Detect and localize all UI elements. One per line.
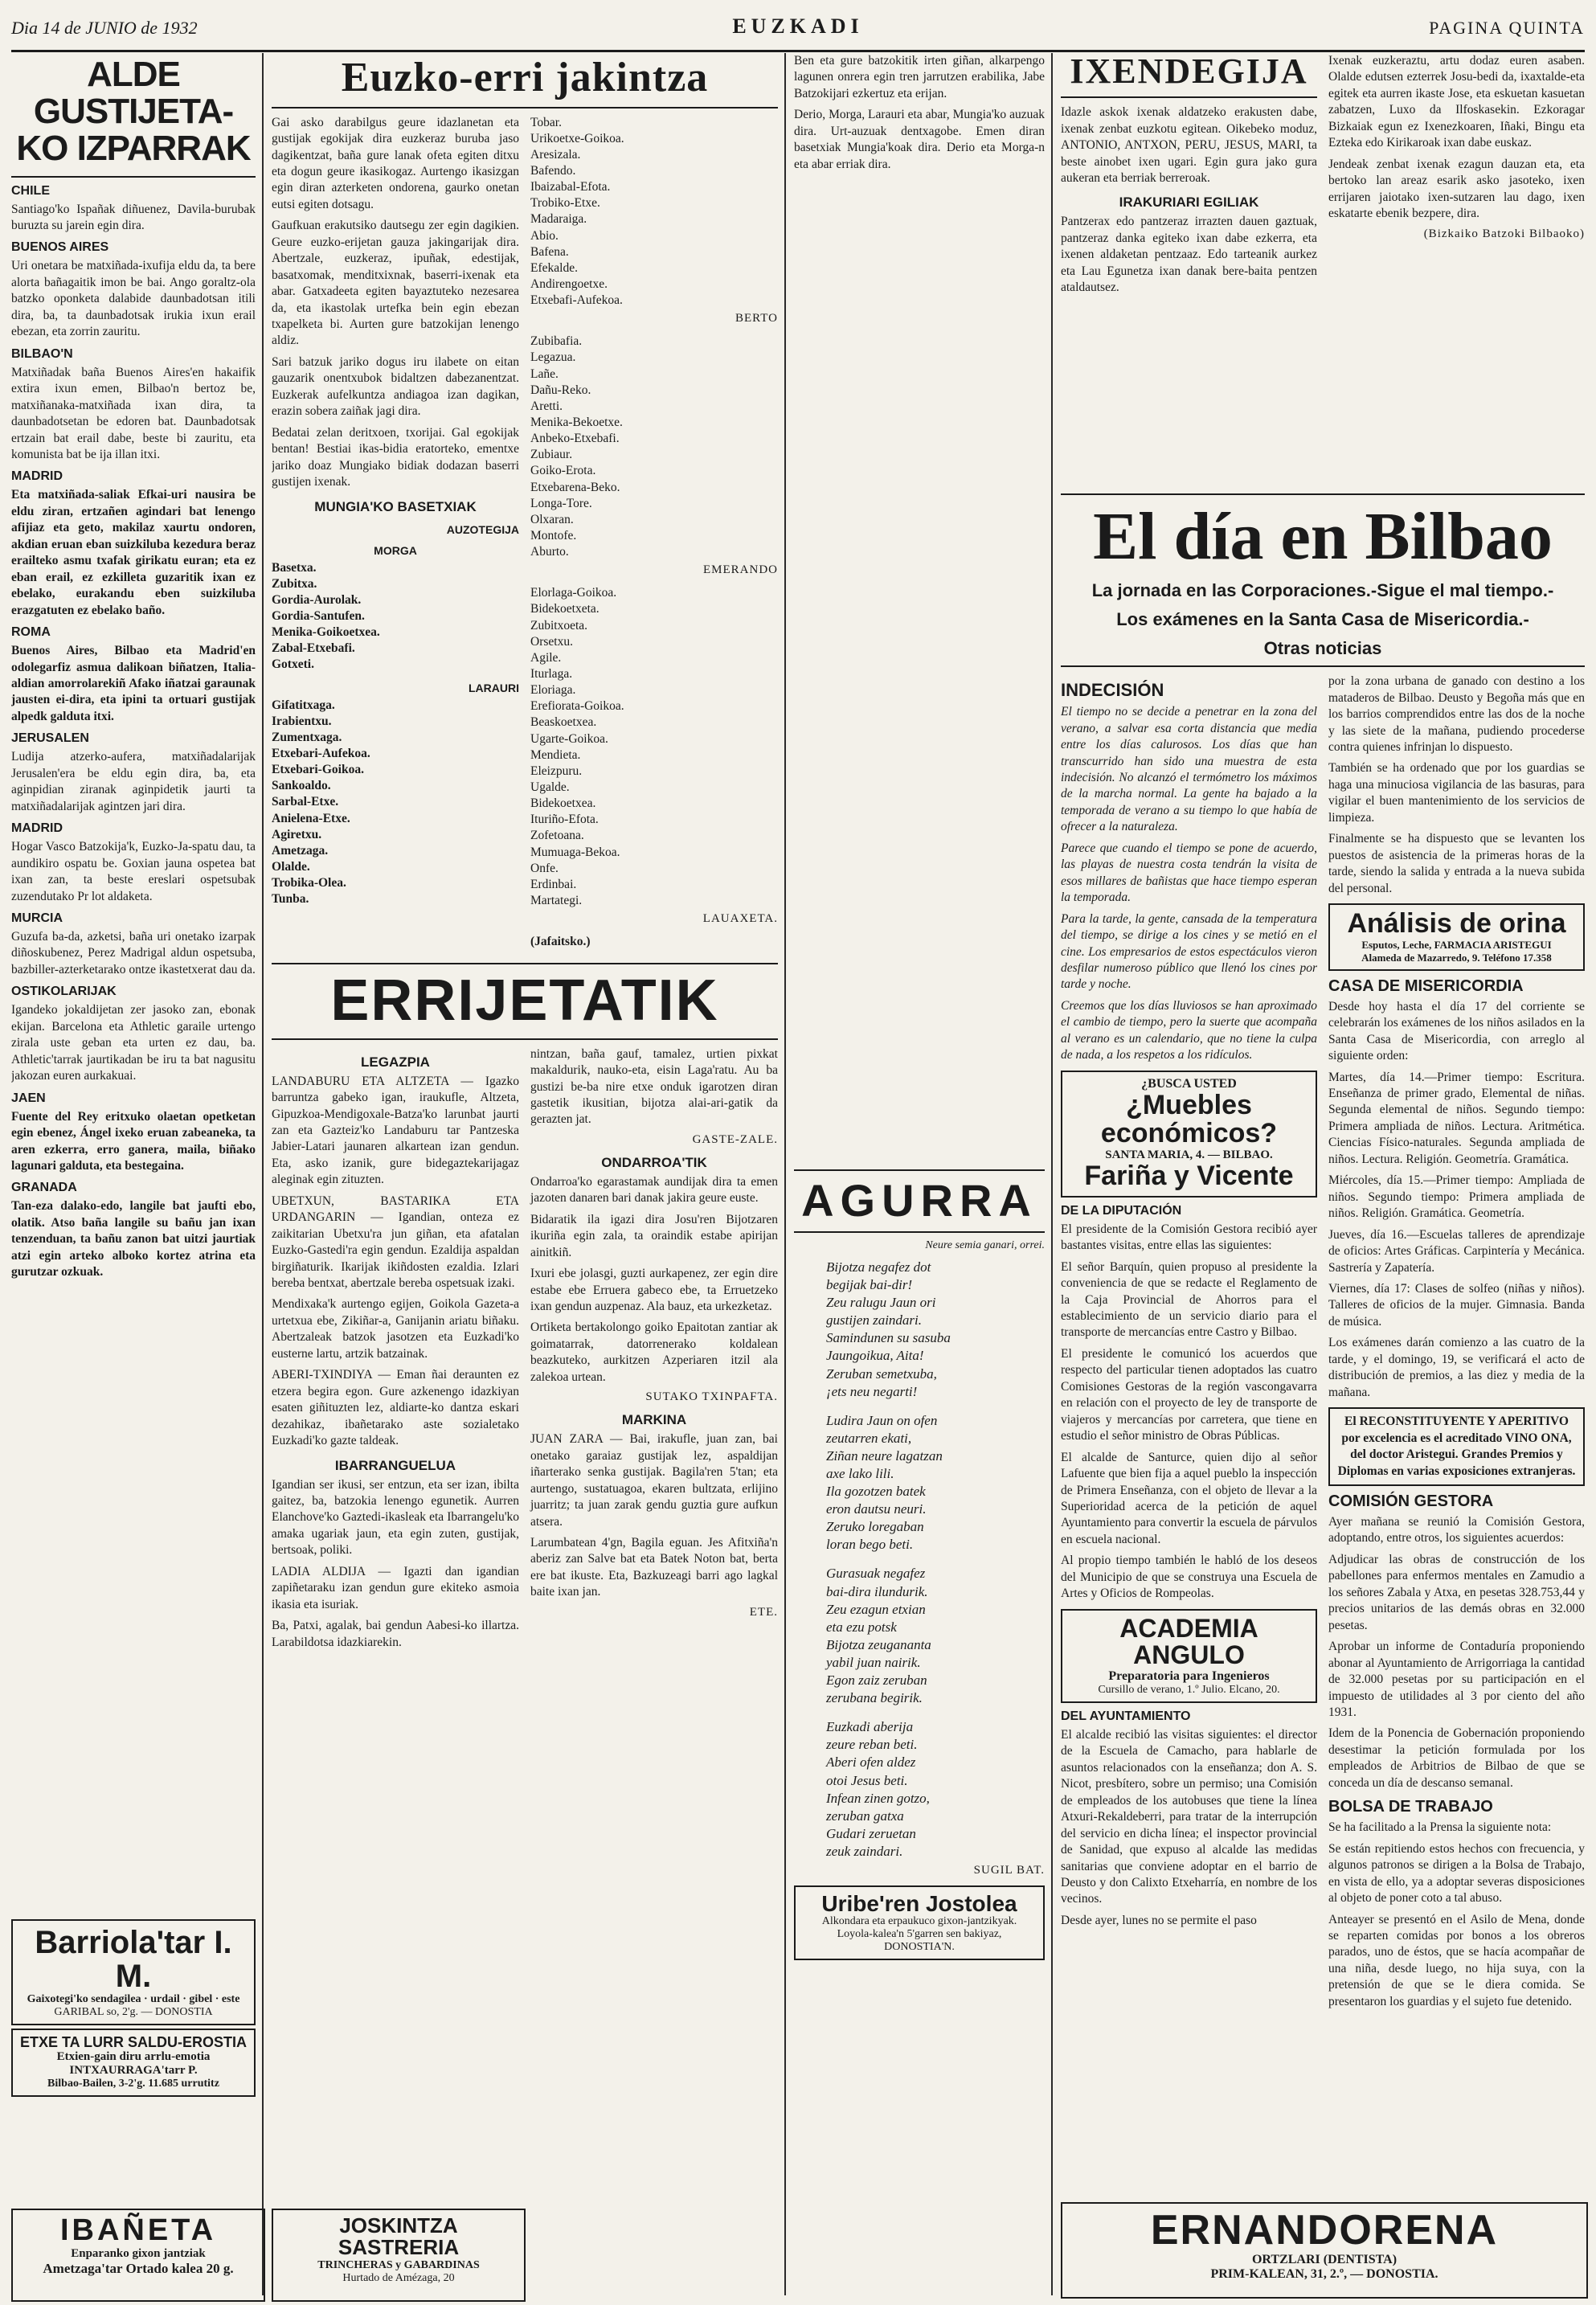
article-paragraph: Idem de la Ponencia de Gobernación proponiendo desestimar la petición formulada por los empleados de Arbitrios de Bilbao de que se conceda un día de descanso semanal. xyxy=(1328,1726,1585,1790)
ad-title: IBAÑETA xyxy=(59,2213,217,2247)
bilbao-headline: El día en Bilbao xyxy=(1093,499,1553,574)
section-head: CASA DE MISERICORDIA xyxy=(1328,976,1524,995)
section-text: Uri onetara be matxiñada-ixufija eldu da, ta bere alorta bañagaitik imon be bai. Ango goraltz-ola batzko oponketa dalabide daunbadotsan itili dira, ba, ta daunbadotsak irukia ixun erail ebezan, eta zorrin zauritu. xyxy=(11,259,256,339)
ad-line: Hurtado de Amézaga, 20 xyxy=(342,2271,455,2284)
section-text: Buenos Aires, Bilbao eta Madrid'en odolegarfiz asmua dalikoan biñatzen, Italia-aldian amorrolarekiñ Afako iñatzai garaunak jausten ei-dira, eta ipini ta ortuari gustijak alpedk galduta itxi. xyxy=(11,644,256,723)
article-paragraph: Desde ayer, lunes no se permite el paso xyxy=(1061,1913,1257,1927)
section-text: Tan-eza dalako-edo, langile bat jaufti ebo, olatik. Atso baña langile su bañu jan ixan tenzenduan, ta bañu zanon bat uitzi jaurtiak atzi egin arteko alboko kortez atrina eta gurutzar ozkuak. xyxy=(11,1199,256,1279)
article-paragraph: Pantzerax edo pantzeraz irrazten dauen gaztuak, pantzeraz danka egiteko ixan dabe ezkerra, eta ixenen aldaketan pentzaaz. Edo tarteanik aurkez eta Lau Egunetza ixan danak bere-baita pentzen ataldautsez. xyxy=(1061,215,1317,295)
names-list xyxy=(530,334,778,560)
article-paragraph: JUAN ZARA — Bai, irakufle, juan zan, bai onetako garaiaz gustijak lez, aspaldijan iñarterako senka gustijak. Bagila'ren 5'tan; eta aurtengo, sustatuagoa, ekaren bultzata, erlijino juarritz; ta juan zarak gendu guztia gure aufkun atsera. xyxy=(530,1432,778,1529)
poem-line: loran bego beti. xyxy=(826,1537,914,1553)
ad-line: Preparatoria para Ingenieros xyxy=(1108,1668,1270,1683)
ad-line: TRINCHERAS y GABARDINAS xyxy=(317,2258,480,2271)
ibareta-ad xyxy=(11,2209,265,2302)
list-item: Ugarte-Goikoa. xyxy=(530,731,608,746)
divider xyxy=(1061,665,1585,667)
names-list xyxy=(272,560,519,673)
errijetatik-headline: ERRIJETATIK xyxy=(330,968,719,1033)
poem-line: Bijotza zeugananta xyxy=(826,1636,931,1652)
ad-title: Barriola'tar I. M. xyxy=(35,1925,232,1994)
section-head: BILBAO'N xyxy=(11,346,73,361)
ad-line: Bilbao-Bailen, 3-2'g. 11.685 urrutitz xyxy=(47,2077,219,2090)
names-list xyxy=(530,585,778,909)
section-text: Eta matxiñada-saliak Efkai-uri nausira be eldu ziran, ertzañen agindari bat lenengo afijiaz eta geto, makilaz xaurtu ondoren, akdian eruan eban suizkiluba kezedura beraz erailteko asmu txafak girikatu euran; eta ez eban erail, ez ezkilleta guzaritik ixan ez ebelako, eurakandu eben suizkiluba erazgatuten ez ebelako baño. xyxy=(11,488,256,617)
section-head: IRAKURIARI EGILIAK xyxy=(1119,194,1259,211)
list-item: Erdinbai. xyxy=(530,877,577,891)
article-paragraph: Gai asko darabilgus geure idazlanetan eta gustijak egokijak dira euzkeraz buruba jaso dagikentzat, baña gure lanak ofeta egiten ditxu eta dogun geure ikasikogaz. Aurtengo ikasizgan egin diran azterketen ondorena, gaurko onetan eutsi egiten dotsagu. xyxy=(272,115,519,211)
article-paragraph: Ixuri ebe jolasgi, guzti aurkapenez, zer egin dire estabe ebe Erruera gabeco ebe, ta Erruetzeko ixan gendun auzpenaz. Ala bauz, eta urkezketaz. xyxy=(530,1267,778,1314)
ad-line: ORTZLARI (DENTISTA) xyxy=(1251,2252,1398,2266)
list-item: Sarbal-Etxe. xyxy=(272,795,339,809)
poem-line: begijak bai-dir! xyxy=(826,1277,913,1293)
list-item: Gifatitxaga. xyxy=(272,698,335,712)
article-paragraph: Martes, día 14.—Primer tiempo: Escritura. Enseñanza de primer grado, Elemental de niñas. Segunda elemental de niños. Segundo tiempo: Primera ampliada de niños. Lectura. Aritmética. Ciencias Físico-naturales. Segunda ampliada de niños. Lectura. Religión. Geometría. Gramática. xyxy=(1328,1070,1585,1166)
section-head: CHILE xyxy=(11,183,50,198)
list-item: Agiretxu. xyxy=(272,827,322,841)
section-head: JAEN xyxy=(11,1091,46,1105)
list-item: Zumentxaga. xyxy=(272,730,342,744)
list-item: Goiko-Erota. xyxy=(530,464,596,478)
article-paragraph: Se ha facilitado a la Prensa la siguiente nota: xyxy=(1328,1820,1552,1835)
list-subheading: MORGA xyxy=(374,543,417,557)
etxe-ad xyxy=(11,2029,256,2097)
ad-line: Ametzaga'tar Ortado kalea 20 g. xyxy=(43,2260,234,2276)
ad-line: Etxien-gain diru arrlu-emotia xyxy=(56,2049,211,2063)
list-item: Legazua. xyxy=(530,350,576,365)
poem-line: zeuk zaindari. xyxy=(826,1843,903,1859)
poem-line: Ziñan neure lagatzan xyxy=(826,1447,943,1464)
section-head: INDECISIÓN xyxy=(1061,680,1164,701)
deck-line: Otras noticias xyxy=(1263,638,1382,659)
list-item: Agile. xyxy=(530,650,562,665)
list-item: Gordia-Santufen. xyxy=(272,608,365,623)
vino-ad: El RECONSTITUYENTE Y APERITIVO por excelencia es el acreditado VINO ONA, del doctor Aristegui. Grandes Premios y Diplomas en varias exposiciones extranjeras. xyxy=(1328,1407,1585,1486)
article-note: (Jafaitsko.) xyxy=(530,935,591,949)
poem-line: Ludira Jaun on ofen xyxy=(826,1412,938,1428)
list-item: Urikoetxe-Goikoa. xyxy=(530,131,624,145)
alde-column xyxy=(11,53,256,2295)
section-text: Igandeko jokaldijetan zer jasoko zan, ebonak ekijan. Barcelona eta Athletic garaile urtengo zirala uste geban eta urten ez dau, ba. Athletic'tarrak jaurtikadan be iru ta bat nagusitu jakozan euren aurkakuai. xyxy=(11,1003,256,1083)
list-item: Etxebarena-Beko. xyxy=(530,480,620,494)
signature: SUTAKO TXINPAFTA. xyxy=(645,1390,778,1404)
article-paragraph: ABERI-TXINDIYA — Eman ñai deraunten ez etzera begira egon. Gure azkenengo idazkiyan esaten giñituzten lez, aldiarte-ko dantza eskari dezahikaz, ibañetarako aste sozialetako Euzkadi'ko gazte taldeak. xyxy=(272,1368,519,1448)
list-item: Mendieta. xyxy=(530,747,581,762)
deck-line: Los exámenes en la Santa Casa de Misericordia.- xyxy=(1116,609,1529,630)
list-item: Anielena-Etxe. xyxy=(272,811,350,825)
article-paragraph: Los exámenes darán comienzo a las cuatro de la tarde, y el domingo, 19, se verificará el acto de distribución de premios, a las diez y media de la mañana. xyxy=(1328,1336,1585,1399)
list-item: Dañu-Reko. xyxy=(530,383,591,397)
ad-title: JOSKINTZA SASTRERIA xyxy=(338,2213,460,2260)
article-paragraph: Finalmente se ha dispuesto que se levanten los puestos de asistencia de la primeras horas de la tarde, siendo la salida y entrada a la nueva subida del personal. xyxy=(1328,832,1585,895)
ad-line: ¿BUSCA USTED xyxy=(1141,1076,1237,1091)
poem-line: zeure reban beti. xyxy=(826,1737,918,1753)
agurra-headline: AGURRA xyxy=(801,1175,1037,1226)
poem-line: Samindunen su sasuba xyxy=(826,1330,951,1346)
list-item: Basetxa. xyxy=(272,560,317,575)
article-paragraph: Idazle askok ixenak aldatzeko erakusten dabe, ixenak zenbat euzkotu egitean. Oikebeko moduz, ANTONIO, ANTXON, PERU, JESUS, MARI, ta beste ainobet ixen ugari. Egin gura jako gura aukeran eta berriak berreroak. xyxy=(1061,105,1317,185)
poem-line: yabil juan nairik. xyxy=(826,1654,921,1670)
poem-line: bai-dira ilundurik. xyxy=(826,1583,928,1599)
section-head: IBARRANGUELUA xyxy=(334,1457,456,1473)
article-paragraph: El presidente le comunicó los acuerdos que respecto del particular tienen adoptados las cuatro Comisiones Gestoras de la región vascongavarra en relación con el proyecto de ley de transporte de viajeros y mercancías por carretera, que tiene en estudio el señor ministro de Obras Públicas. xyxy=(1061,1346,1317,1443)
section-text: Matxiñadak baña Buenos Aires'en hakaifik extira ixun emen, Bilbao'n bertoz be, matxiñanaka-matxiñada ixan dira, ta daunbadotsetan be edoren bat. Daunbadotsak ertzain bat erail dabe, beste bi zauritu, eta komunista bat be ija illan itxi. xyxy=(11,365,256,461)
list-heading: MUNGIA'KO BASETXIAK xyxy=(314,498,477,514)
article-paragraph: El señor Barquín, quien propuso al presidente la conveniencia de que se redacte el Reglamento de la Caja Provincial de Ahorros para el establecimiento de un servicio diario para el transporte de mercancías entre Castro y Bilbao. xyxy=(1061,1259,1317,1340)
article-paragraph: Sari batzuk jariko dogus iru ilabete on eitan gauzarik onentxubok bidaltzen dabezanentzat. Euzkerak aufelkuntza andiagoa izan dagikan, erazin sobera zaiñak jagi dira. xyxy=(272,354,519,419)
section-head: JERUSALEN xyxy=(11,731,89,746)
article-paragraph: El alcalde de Santurce, quien dijo al señor Lafuente que bien fija a aquel pueblo la inspección de Primera Enseñanza, con el objeto de llevar a la Superioridad acerca de la petición de aquel Ayuntamiento para convertir la escuela de párvulos en escuela nacional. xyxy=(1061,1450,1317,1546)
poem-line xyxy=(826,1401,1045,1412)
article-paragraph: Mendixaka'k aurtengo egijen, Goikola Gazeta-a urtetxua ebe, Zikiñar-a, Ganijanin ariatu biñaku. Abertzaleak batzok jasotzen eta Euzkadi'ko eusterne lartu, artzik batzainak. xyxy=(272,1297,519,1361)
article-paragraph: También se ha ordenado que por los guardias se haga una minuciosa vigilancia de las basuras, para vigilar el buen mantenimiento de los servicios de limpieza. xyxy=(1328,761,1585,825)
poem-line: Gudari zeruetan xyxy=(826,1825,916,1841)
divider xyxy=(794,1169,1045,1171)
uribe-ad xyxy=(794,1885,1045,1960)
article-paragraph: Gaufkuan erakutsiko dautsegu zer egin dagikien. Geure euzko-erijetan gauza jakingarijak dira. Abertzale, euzkeraz, ipuñak, edestijak, basatxomak, menditxixnak, baserri-ixenak eta abar. Gatxadeeta egiten bayaztuteko nezesarea da, eta ikastolak urtefka bein egin ebezan txapelketa bi. Aurten gure batzokijan lenengo aldiz. xyxy=(272,219,519,348)
poem-line: Zeu ralugu Jaun ori xyxy=(826,1295,936,1311)
list-item: Andirengoetxe. xyxy=(530,277,608,291)
list-item: Olalde. xyxy=(272,859,310,874)
poem-line: zeruban gatxa xyxy=(826,1808,904,1824)
center-column xyxy=(794,53,1045,2295)
ad-line: Enparanko gixon jantziak xyxy=(71,2246,206,2260)
article-paragraph: Ayer mañana se reunió la Comisión Gestora, adoptando, entre otros, los siguientes acuerdos: xyxy=(1328,1515,1585,1546)
list-item: Lañe. xyxy=(530,366,559,381)
agurra-poem xyxy=(794,1259,1045,1861)
ad-line: Esputos, Leche, FARMACIA ARISTEGUI xyxy=(1361,938,1552,951)
ad-line: SANTA MARIA, 4. — BILBAO. xyxy=(1105,1148,1273,1162)
article-paragraph: Ba, Patxi, agalak, bai gendun Aabesi-ko illartza. Larabildotsa idazkiarekin. xyxy=(272,1619,519,1649)
article-paragraph: El alcalde recibió las visitas siguientes: el director de la Escuela de Camacho, para hablarle de asuntos relacionados con la enseñanza; don A. S. Nicot, presbítero, sobre un permiso; una Comisión de empleados de los autobuses que tiene la línea Atxuri-Rekaldeberri, para tratar de la interrupción del servicio en dicha línea; el inspector provincial de Sanidad, que expuso al alcalde las medidas sanitarias que conviene adoptar en el barrio de Deusto y don Calixto Etxeharría, en nombre de los vecinos. xyxy=(1061,1727,1317,1906)
list-subheading: BERTO xyxy=(735,312,778,325)
article-paragraph: Viernes, día 17: Clases de solfeo (niñas y niños). Talleres de oficios de la mujer. Gimnasia. Banda de música. xyxy=(1328,1282,1585,1329)
poem-line: eta ezu potsk xyxy=(826,1619,897,1635)
list-item: Zubitxa. xyxy=(272,576,317,591)
ad-title: Análisis de orina xyxy=(1347,908,1566,940)
list-item: Olxaran. xyxy=(530,512,574,526)
list-item: Bidekoetxeta. xyxy=(530,602,600,616)
section-head: OSTIKOLARIJAK xyxy=(11,985,117,999)
section-head: MURCIA xyxy=(11,911,63,925)
list-item: Gotxeti. xyxy=(272,657,314,672)
list-item: Tunba. xyxy=(272,892,309,907)
list-item: Zubiaur. xyxy=(530,448,573,462)
poem-line: otoi Jesus beti. xyxy=(826,1772,908,1788)
poem-line: Gurasuak negafez xyxy=(826,1566,926,1582)
signature: ETE. xyxy=(749,1605,778,1619)
section-text: Guzufa ba-da, azketsi, baña uri onetako izarpak diñoskubenez, Perez Madrigal aldun ospetsuba, bazbiller-azterketarako ontze ikastetxerat dau da. xyxy=(11,929,256,976)
muebles-ad xyxy=(1061,1071,1317,1198)
column-rule xyxy=(784,53,786,2295)
issue-date: Dia 14 de JUNIO de 1932 xyxy=(11,18,198,38)
jakintza-headline: Euzko-erri jakintza xyxy=(341,55,709,100)
list-item: Iturlaga. xyxy=(530,666,573,681)
list-item: Tobar. xyxy=(530,115,562,129)
signature: SUGIL BAT. xyxy=(973,1863,1045,1877)
list-item: Trobika-Olea. xyxy=(272,876,346,890)
poem-line: Bijotza negafez dot xyxy=(826,1259,931,1275)
column-rule xyxy=(262,53,264,2295)
section-head: MADRID xyxy=(11,821,63,836)
list-item: Aresizala. xyxy=(530,147,581,162)
section-text: Fuente del Rey eritxuko olaetan opetketan egin ebenez, Ángel ixeko eruan zabeaneka, ta aren ezkerra, erro ganera, maila, biñako lagunari galduta, eta bestegaina. xyxy=(11,1109,256,1173)
list-item: Zubibafia. xyxy=(530,334,583,349)
article-paragraph: El tiempo no se decide a penetrar en la zona del verano, a salvar esa corta distancia que media entre los días calurosos. Los días que han transcurrido han sido una muestra de esta indecisión. No alcanzó el termómetro los máximos de la marcha normal. La gente ha bajado a la temporada de verano a su tiempo lo que había de ofrecer a la naturaleza. xyxy=(1061,705,1317,834)
poem-line: zeutarren ekati, xyxy=(826,1430,912,1446)
ixendegija-headline: IXENDEGIJA xyxy=(1070,53,1308,91)
article-paragraph: LANDABURU ETA ALTZETA — Igazko barruntza gabeko igan, iraukufle, Altzeta, Gipuzkoa-Mendigoxale-Batza'ko larunbat jaurti zan eta Gazteiz'ko Landaburu tar Pantzeska Jabier-Latari jaunaren alkartean izan gendun. Eta, asko izanik, gure bidegaztekarijagaz aleginak egin zituzten. xyxy=(272,1074,519,1187)
angulo-ad xyxy=(1061,1609,1317,1703)
article-paragraph: El presidente de la Comisión Gestora recibió ayer bastantes visitas, entre ellas las siguientes: xyxy=(1061,1222,1317,1253)
ad-line: GARIBAL so, 2'g. — DONOSTIA xyxy=(54,2006,213,2018)
list-item: Zabal-Etxebafi. xyxy=(272,641,355,656)
poem-line xyxy=(826,1707,1045,1718)
list-item: Madaraiga. xyxy=(530,212,587,227)
article-paragraph: Ortiketa bertakolongo goiko Epaitotan zantiar ak goimatarrak, datorrenerako koldalean beazkuteko, aurkitzen Azperiaren itzil ala zalekoa urtean. xyxy=(530,1320,778,1384)
right-section xyxy=(1061,53,1585,2295)
list-item: Longa-Tore. xyxy=(530,496,592,510)
article-paragraph: Derio, Morga, Larauri eta abar, Mungia'ko auzuak dira. Urt-auzuak dentxagobe. Emen diran basetxiak Mungia'koak dira. Derio eta Morga-n eta abar erriak dira. xyxy=(794,108,1045,171)
ad-line: Loyola-kalea'n 5'garren sen bakiyaz, DONOSTIA'N. xyxy=(837,1928,1002,1954)
newspaper-name: EUZKADI xyxy=(732,14,864,38)
section-text: Santiago'ko Ispañak diñuenez, Davila-burubak buruzta su jarein egin dira. xyxy=(11,202,256,233)
section-head: DEL AYUNTAMIENTO xyxy=(1061,1709,1191,1723)
column-rule xyxy=(1051,53,1053,2295)
list-item: Ugalde. xyxy=(530,780,570,794)
ad-line: Alameda de Mazarredo, 9. Teléfono 17.358 xyxy=(1361,951,1552,964)
list-item: Onfe. xyxy=(530,861,559,875)
poem-line: Infean zinen gotzo, xyxy=(826,1790,930,1806)
list-item: Menika-Goikoetxea. xyxy=(272,625,380,640)
list-item: Menika-Bekoetxe. xyxy=(530,415,623,429)
list-item: Bafena. xyxy=(530,244,569,259)
divider xyxy=(272,1038,778,1040)
divider xyxy=(272,963,778,964)
list-item: Sankoaldo. xyxy=(272,779,331,793)
article-paragraph: Miércoles, día 15.—Primer tiempo: Ampliada de niños. Segundo tiempo: Primera ampliada de niños. Religión. Gramática. Geometría. xyxy=(1328,1173,1585,1221)
joskintza-ad xyxy=(272,2209,526,2302)
section-text: Hogar Vasco Batzokija'k, Euzko-Ja-spatu dau, ta aundikiro ospatu be. Goxian jauna ospetea bat ixan zan, ta beste ereslari ospetsubak zuzendutako Pr lot aldaketa. xyxy=(11,840,256,903)
article-paragraph: Aprobar un informe de Contaduría proponiendo abonar al Ayuntamiento de Arrigorriaga la cantidad de 32.000 pesetas por su participación en el impuesto de utilidades al 3 por ciento del año 1931. xyxy=(1328,1640,1585,1719)
names-list xyxy=(530,115,778,309)
alde-section xyxy=(11,184,256,1281)
article-paragraph: Adjudicar las obras de construcción de los pabellones para enfermos mentales en Zamudio a los señores Zabala y Atxa, en pesetas 328.753,44 y precios unitarios de las demás obras en 32.000 pesetas. xyxy=(1328,1552,1585,1632)
section-text: Ludija atzerko-aufera, matxiñadalarijak Jerusalen'era be eldu egin dira, ba, eta aginpidian ziranak aginpidetik jaurti ta matxiñadalarijak agintzen jari dira. xyxy=(11,750,256,813)
article-paragraph: Para la tarde, la gente, cansada de la temperatura del tiempo, se dirige a los cines y se metió en el cine. Los empresarios de estos espectáculos vieron desfilar numeroso público que llenó los cines por tarde y noche. xyxy=(1061,911,1317,992)
article-paragraph: Larumbatean 4'gn, Bagila eguan. Jes Afitxiña'n aberiz zan Salve bat eta Batek Noton bat, berta ere bat ikuste. Eta, Bazkuzeagi barri ago lagkal baite ixan jan. xyxy=(530,1536,778,1599)
poem-line: Zeruko loregaban xyxy=(826,1519,924,1535)
signature: (Bizkaiko Batzoki Bilbaoko) xyxy=(1423,227,1585,240)
article-paragraph: Se están repitiendo estos hechos con frecuencia, y algunos patronos se dirigen a la Bolsa de Trabajo, en vista de ello, ya a adoptar severas disposiciones al objeto de poner coto a tal abuso. xyxy=(1328,1841,1585,1906)
article-paragraph: Ixenak euzkeraztu, artu dodaz euren asaben. Olalde edutsen ezterrek Josu-bedi da, ixaxtalde-eta egitek eta aurren ikaste Jose, eta eskuetan kasuetan zabatzen, Luxo da Ilfoskasekin. Ezkoragar Bizkaiak egun ez Ixenezkoaren, Iñaki, Bingu eta Ezteka edo Kirikaroak ixan dabe euskaz. xyxy=(1328,54,1585,150)
ad-line: PRIM-KALEAN, 31, 2.º, — DONOSTIA. xyxy=(1210,2266,1438,2281)
poem-line: axe lako lili. xyxy=(826,1466,894,1481)
article-paragraph: Ondarroa'ko egarastamak aundijak dira ta emen jazoten danaren bari danak jakira geure euste. xyxy=(530,1174,778,1206)
list-item: Ibaizabal-Efota. xyxy=(530,180,611,194)
ad-title: Uribe'ren Jostolea xyxy=(821,1890,1017,1916)
list-item: Etxebafi-Aufekoa. xyxy=(530,293,623,308)
article-paragraph: Bedatai zelan deritxoen, txorijai. Gal egokijak bentan! Bestiai ikas-bidia eratorteko, ementxe jariko doaz Mungiako bidiak dodazan baserri gustijen ixenak. xyxy=(272,425,519,489)
poem-line: Egon zaiz zeruban xyxy=(826,1672,927,1689)
article-paragraph: Ben eta gure batzokitik irten giñan, alkarpengo lagunen onrera egin tren jarrutzen erabilika, Jabe Batzokijari ezkertuz eta erijan. xyxy=(794,54,1045,100)
article-paragraph: Bidaratik ila igazi dira Josu'ren Bijotzaren ikuriña egin zala, ta oraindik estabe apirijan ainitkiñ. xyxy=(530,1212,778,1259)
poem-dedication: Neure semia ganari, orrei. xyxy=(925,1238,1045,1251)
section-head: LEGAZPIA xyxy=(361,1054,430,1070)
list-item: Zubitxoeta. xyxy=(530,618,588,633)
signature: LAUAXETA. xyxy=(702,912,778,926)
divider xyxy=(794,1231,1045,1233)
ad-line: INTXAURRAGA'tarr P. xyxy=(69,2063,198,2077)
ad-title: ACADEMIA ANGULO xyxy=(1119,1613,1258,1670)
ad-title: ERNANDORENA xyxy=(1150,2207,1499,2254)
ad-title: ¿Muebles económicos? xyxy=(1100,1089,1278,1149)
page-number: PAGINA QUINTA xyxy=(1429,18,1585,38)
list-item: Beaskoetxea. xyxy=(530,715,597,730)
list-item: Etxebari-Aufekoa. xyxy=(272,746,370,760)
list-item: Bafendo. xyxy=(530,164,576,178)
list-subheading: LARAURI xyxy=(469,681,519,694)
section-head: ONDARROA'TIK xyxy=(601,1154,707,1170)
list-item: Zofetoana. xyxy=(530,829,584,843)
article-paragraph: UBETXUN, BASTARIKA ETA URDANGARIN — Igandian, onteza ez zaikitarian Ubetxu'ra jun giñan, eta afatalan Euzko-Gastedi'ra egin gendun. Ezaldija aspaldan birgiñaturik. Ikarijak ikiñdosten ezaldia. Izlari bereba bentxat, abertzale bereba ospetsuak izaki. xyxy=(272,1193,519,1291)
article-paragraph: Parece que cuando el tiempo se pone de acuerdo, las playas de nuestra costa tendrán la visita de esos millares de bañistas que hace tiempo esperan la temporada. xyxy=(1061,841,1317,905)
poem-line: gustijen zaindari. xyxy=(826,1312,923,1329)
divider xyxy=(1061,493,1585,495)
jakintza-article xyxy=(272,53,778,953)
list-item: Eleizpuru. xyxy=(530,764,583,778)
ernandorena-ad xyxy=(1061,2202,1588,2299)
article-paragraph: Desde hoy hasta el día 17 del corriente se celebrarán los exámenes de los niños asilados en la Santa Casa de Misericordia, con arreglo al siguiente orden: xyxy=(1328,999,1585,1063)
list-item: Anbeko-Etxebafi. xyxy=(530,432,620,446)
list-item: Aretti. xyxy=(530,399,563,413)
list-subheading: AUZOTEGIJA xyxy=(446,522,519,536)
list-item: Orsetxu. xyxy=(530,634,573,649)
divider xyxy=(11,176,256,178)
alde-headline: ALDE GUSTIJETA-KO IZPARRAK xyxy=(16,55,251,169)
analisis-ad xyxy=(1328,903,1585,971)
list-item: Gordia-Aurolak. xyxy=(272,592,362,607)
section-head: COMISIÓN GESTORA xyxy=(1328,1492,1494,1510)
divider xyxy=(272,107,778,108)
section-head: DE LA DIPUTACIÓN xyxy=(1061,1203,1182,1218)
divider xyxy=(1061,96,1317,98)
poem-line: Aberi ofen aldez xyxy=(826,1754,916,1771)
section-head: MARKINA xyxy=(621,1412,687,1428)
section-head: BUENOS AIRES xyxy=(11,240,109,255)
article-paragraph: Igandian ser ikusi, ser entzun, eta ser izan, ibilta gaitez, ba, batzokia lenengo egunetik. Aurren Elanchove'ko Gaztedi-ikasleak eta Ibarrangelu'ko amaka ugariak jaun, eta egin zuten, gustijak, bertsoak, poliki. xyxy=(272,1477,519,1558)
article-paragraph: Jendeak zenbat ixenak ezagun dauzan eta, eta bertoko lan areaz esarik asko jasoteko, ixen errijaren jaiotako ixen-sutzaren lau dago, ixen eskatarte ebenik bezpere, dira. xyxy=(1328,157,1585,221)
article-paragraph: nintzan, baña gauf, tamalez, urtien pixkat makaldurik, nauko-eta, eisin Laga'ratu. Au ba gustizi be-ba nire etxe onduk igarotzen diran gastetik ikusitian, bijotza alai-ari-gatik da gerazten jat. xyxy=(530,1046,778,1127)
list-item: Bidekoetxea. xyxy=(530,796,596,811)
ad-title: ETXE TA LURR SALDU-EROSTIA xyxy=(20,2034,247,2050)
article-paragraph: LADIA ALDIJA — Igazti dan igandian zapiñetaraku izan gendun gure ekiteko asmoia ikasia eta isuriak. xyxy=(272,1564,519,1611)
ad-line: Cursillo de verano, 1.º Julio. Elcano, 20. xyxy=(1098,1683,1280,1696)
list-item: Etxebari-Goikoa. xyxy=(272,763,364,777)
names-list xyxy=(272,698,519,908)
list-item: Aburto. xyxy=(530,545,569,559)
poem-line: Zeruban semetxuba, xyxy=(826,1365,937,1382)
section-head: ROMA xyxy=(11,625,51,640)
article-paragraph: Jueves, día 16.—Escuelas talleres de aprendizaje de oficios: Artes Gráficas. Carpintería y Mecánica. Sastrería y Zapatería. xyxy=(1328,1227,1585,1275)
poem-line: eron dautsu neuri. xyxy=(826,1501,927,1517)
errijetatik-article xyxy=(272,956,778,2282)
ad-title: Fariña y Vicente xyxy=(1084,1161,1294,1192)
article-paragraph: por la zona urbana de ganado con destino a los mataderos de Bilbao. Deusto y Begoña más que en los barrios comprendidos entre las dos de la noche y las siete de la mañana, pudiendo procederse contra quienes infrinjan lo dispuesto. xyxy=(1328,674,1585,754)
poem-line: Zeu ezagun etxian xyxy=(826,1601,926,1617)
list-item: Ituriño-Efota. xyxy=(530,813,599,827)
section-head: BOLSA DE TRABAJO xyxy=(1328,1798,1493,1816)
section-head: GRANADA xyxy=(11,1181,77,1195)
deck-line: La jornada en las Corporaciones.-Sigue el mal tiempo.- xyxy=(1091,580,1554,601)
list-item: Abio. xyxy=(530,228,559,243)
list-item: Martategi. xyxy=(530,893,583,907)
barriola-ad xyxy=(11,1919,256,2025)
list-subheading: EMERANDO xyxy=(703,563,778,577)
poem-line: Jaungoikua, Aita! xyxy=(826,1348,924,1364)
article-paragraph: Anteayer se presentó en el Asilo de Mena, donde se reparten comidas por bonos a los obreros parados, uno de éstos, que se hacía acompañar de una niña, desde luego, no hija suya, con la pretensión de que se le diera comida. Se presentaron los guardias y el sujeto fue detenido. xyxy=(1328,1912,1585,2008)
list-item: Trobiko-Etxe. xyxy=(530,196,600,211)
masthead xyxy=(11,6,1585,52)
list-item: Efekalde. xyxy=(530,260,578,275)
ad-line: Gaixotegi'ko sendagilea · urdail · gibel · este xyxy=(27,1993,240,2005)
list-item: Ametzaga. xyxy=(272,843,329,858)
signature: GASTE-ZALE. xyxy=(692,1132,778,1146)
list-item: Irabientxu. xyxy=(272,714,332,728)
article-paragraph: Al propio tiempo también le habló de los deseos del Municipio de que se construya una Escuela de Artes y Oficios de Rompeolas. xyxy=(1061,1554,1317,1601)
poem-line: Ila gozotzen batek xyxy=(826,1484,926,1500)
poem-line: Euzkadi aberija xyxy=(826,1719,914,1735)
ad-line: Alkondara eta erpaukuco gixon-jantzikyak. xyxy=(821,1915,1017,1928)
poem-line xyxy=(826,1554,1045,1565)
poem-line: zerubana begirik. xyxy=(826,1690,923,1706)
list-item: Elorlaga-Goikoa. xyxy=(530,586,617,600)
list-item: Erefiorata-Goikoa. xyxy=(530,699,624,714)
list-item: Montofe. xyxy=(530,528,577,542)
list-item: Eloriaga. xyxy=(530,683,576,698)
article-paragraph: Creemos que los días lluviosos se han aproximado el cambio de tiempo, pero la suerte que acompaña al verano es un calendario, que no tiene la culpa de nada, a los respetos a los ridículos. xyxy=(1061,998,1317,1062)
poem-line: ¡ets neu negarti! xyxy=(826,1383,918,1399)
list-item: Mumuaga-Bekoa. xyxy=(530,845,620,859)
section-head: MADRID xyxy=(11,469,63,484)
